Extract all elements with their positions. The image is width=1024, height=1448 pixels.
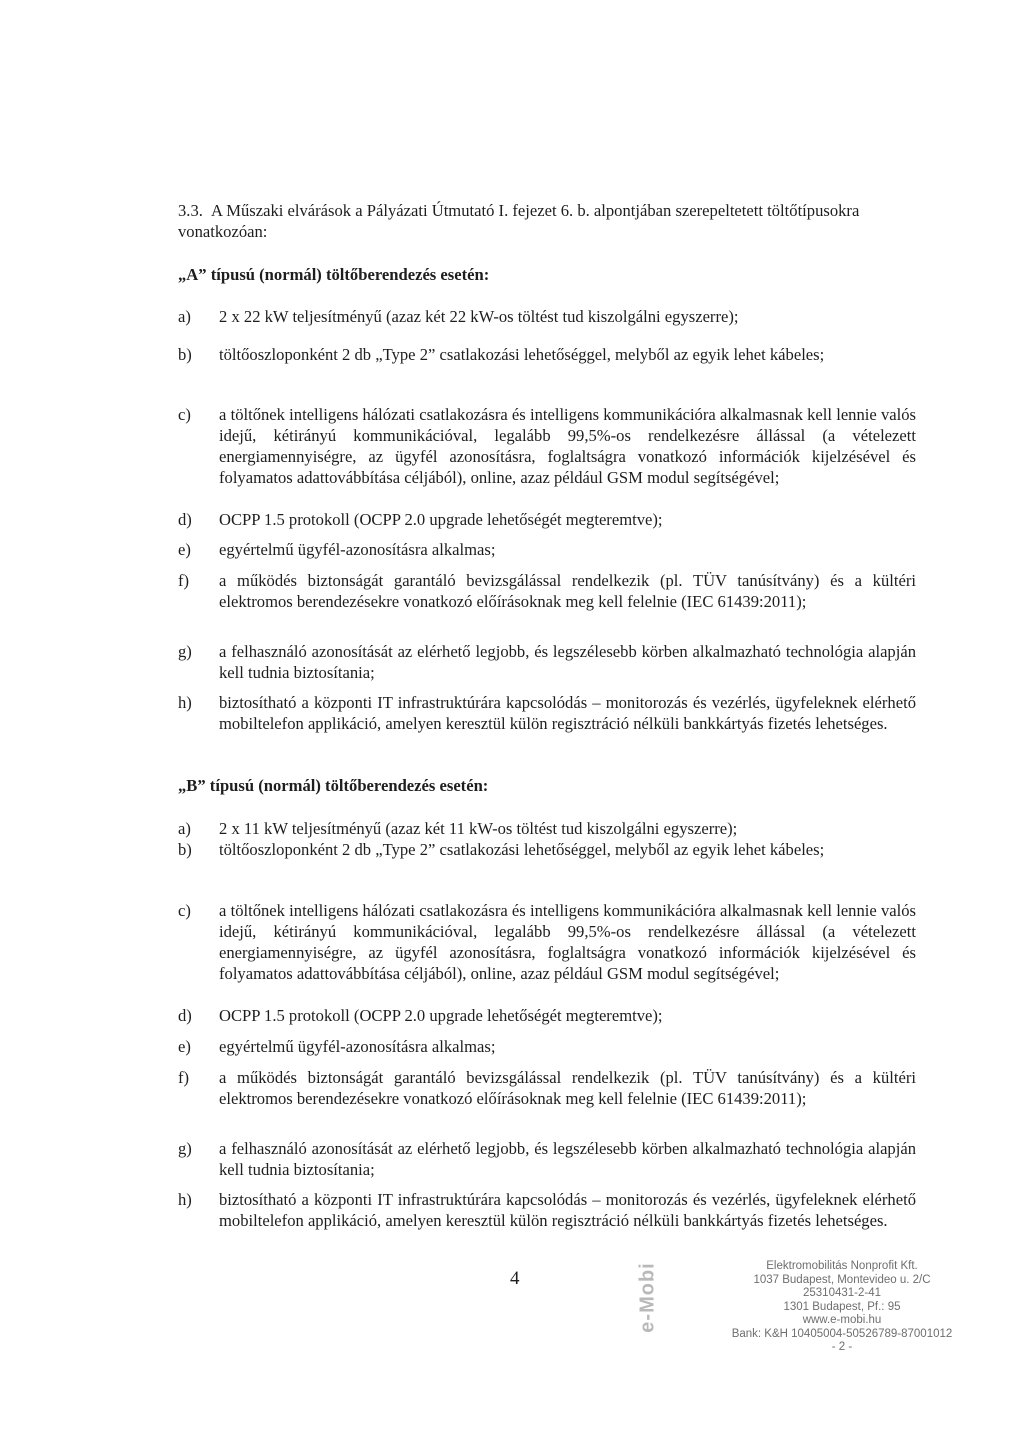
list-item xyxy=(178,1067,916,1109)
list-item-text: biztosítható a központi IT infrastruktúrára kapcsolódás – monitorozás és vezérlés, ügyfeleknek elérhető mobiltelefon applikáció, amelyen keresztül külön regisztráció nélküli bankkártyás fizetés lehetséges. xyxy=(219,1190,916,1230)
section-intro xyxy=(178,200,914,242)
list-item xyxy=(178,539,916,560)
list-item xyxy=(178,570,916,612)
stamp-line: 1037 Budapest, Montevideo u. 2/C xyxy=(753,1273,931,1286)
list-item-text: a működés biztonságát garantáló bevizsgálással rendelkezik (pl. TÜV tanúsítvány) és a kültéri elektromos berendezésekre vonatkozó előírásoknak meg kell felelnie (IEC 61439:2011); xyxy=(219,1068,916,1108)
list-item-text: a felhasználó azonosítását az elérhető legjobb, és legszélesebb körben alkalmazható technológia alapján kell tudnia biztosítania; xyxy=(219,1139,916,1179)
page-number: 4 xyxy=(510,1268,520,1289)
section-number: 3.3. xyxy=(178,201,203,220)
list-item-text: 2 x 22 kW teljesítményű (azaz két 22 kW-os töltést tud kiszolgálni egyszerre); xyxy=(219,307,739,326)
stamp-line: - 2 - xyxy=(831,1341,853,1353)
list-item xyxy=(178,344,916,365)
list-item-label: c) xyxy=(178,901,191,920)
list-item-label: h) xyxy=(178,693,192,712)
stamp-line: Bank: K&H 10405004-50526789-87001012 xyxy=(731,1327,953,1340)
list-item-label: f) xyxy=(178,1068,190,1087)
list-item-label: e) xyxy=(178,540,191,559)
list-item-label: e) xyxy=(178,1037,191,1056)
list-item-label: f) xyxy=(178,571,190,590)
list-item-text: töltőoszloponként 2 db „Type 2” csatlakozási lehetőséggel, melyből az egyik lehet kábeles; xyxy=(219,840,825,859)
list-item-text: egyértelmű ügyfél-azonosításra alkalmas; xyxy=(219,1037,496,1056)
list-item-text: a töltőnek intelligens hálózati csatlakozásra és intelligens kommunikációra alkalmasnak kell lennie valós idejű, kétirányú kommunikációval, legalább 99,5%-os rendelkezésre állással (a vételezett energiamennyiségre, az ügyfél azonosításra, foglaltságra vonatkozó információk kijelzésével és folyamatos adattovábbítása céljából), online, azaz például GSM modul segítségével; xyxy=(219,901,916,983)
list-item xyxy=(178,818,916,839)
stamp-line: 25310431-2-41 xyxy=(802,1287,881,1299)
list-item xyxy=(178,692,916,734)
company-stamp xyxy=(662,1260,1022,1355)
stamp-line: www.e-mobi.hu xyxy=(802,1314,882,1326)
list-item-label: c) xyxy=(178,405,191,424)
list-item-label: d) xyxy=(178,510,192,529)
list-item-text: a felhasználó azonosítását az elérhető legjobb, és legszélesebb körben alkalmazható technológia alapján kell tudnia biztosítania; xyxy=(219,642,916,682)
list-item-text: egyértelmű ügyfél-azonosításra alkalmas; xyxy=(219,540,496,559)
list-item xyxy=(178,509,916,530)
list-item xyxy=(178,1138,916,1180)
list-item-label: a) xyxy=(178,307,191,326)
list-item-text: a működés biztonságát garantáló bevizsgálással rendelkezik (pl. TÜV tanúsítvány) és a kültéri elektromos berendezésekre vonatkozó előírásoknak meg kell felelnie (IEC 61439:2011); xyxy=(219,571,916,611)
list-item-label: g) xyxy=(178,642,192,661)
list-item xyxy=(178,1036,916,1057)
list-item-text: OCPP 1.5 protokoll (OCPP 2.0 upgrade lehetőségét megteremtve); xyxy=(219,510,663,529)
section-b-heading: „B” típusú (normál) töltőberendezés esetén: xyxy=(178,776,489,795)
section-a-heading: „A” típusú (normál) töltőberendezés esetén: xyxy=(178,265,490,284)
list-item-text: OCPP 1.5 protokoll (OCPP 2.0 upgrade lehetőségét megteremtve); xyxy=(219,1006,663,1025)
list-item-text: töltőoszloponként 2 db „Type 2” csatlakozási lehetőséggel, melyből az egyik lehet kábeles; xyxy=(219,345,825,364)
list-item xyxy=(178,1005,916,1026)
list-item xyxy=(178,1189,916,1231)
list-item-label: h) xyxy=(178,1190,192,1209)
list-item-text: a töltőnek intelligens hálózati csatlakozásra és intelligens kommunikációra alkalmasnak kell lennie valós idejű, kétirányú kommunikációval, legalább 99,5%-os rendelkezésre állással (a vételezett energiamennyiségre, az ügyfél azonosításra, foglaltságra vonatkozó információk kijelzésével és folyamatos adattovábbítása céljából), online, azaz például GSM modul segítségével; xyxy=(219,405,916,487)
list-item-label: b) xyxy=(178,345,192,364)
section-intro-text: A Műszaki elvárások a Pályázati Útmutató I. fejezet 6. b. alpontjában szerepeltetett töltőtípusokra vonatkozóan: xyxy=(178,201,860,241)
list-item-text: 2 x 11 kW teljesítményű (azaz két 11 kW-os töltést tud kiszolgálni egyszerre); xyxy=(219,819,738,838)
list-item xyxy=(178,641,916,683)
e-mobi-logo xyxy=(631,1262,665,1332)
list-item-label: g) xyxy=(178,1139,192,1158)
list-item xyxy=(178,404,916,488)
list-item xyxy=(178,839,916,860)
list-item-label: a) xyxy=(178,819,191,838)
list-item xyxy=(178,306,916,327)
list-item-label: d) xyxy=(178,1006,192,1025)
stamp-line: Elektromobilitás Nonprofit Kft. xyxy=(766,1260,918,1272)
stamp-line: 1301 Budapest, Pf.: 95 xyxy=(783,1300,901,1313)
list-item-text: biztosítható a központi IT infrastruktúrára kapcsolódás – monitorozás és vezérlés, ügyfeleknek elérhető mobiltelefon applikáció, amelyen keresztül külön regisztráció nélküli bankkártyás fizetés lehetséges. xyxy=(219,693,916,733)
list-item xyxy=(178,900,916,984)
logo-text: e-Mobi xyxy=(636,1261,659,1333)
list-item-label: b) xyxy=(178,840,192,859)
